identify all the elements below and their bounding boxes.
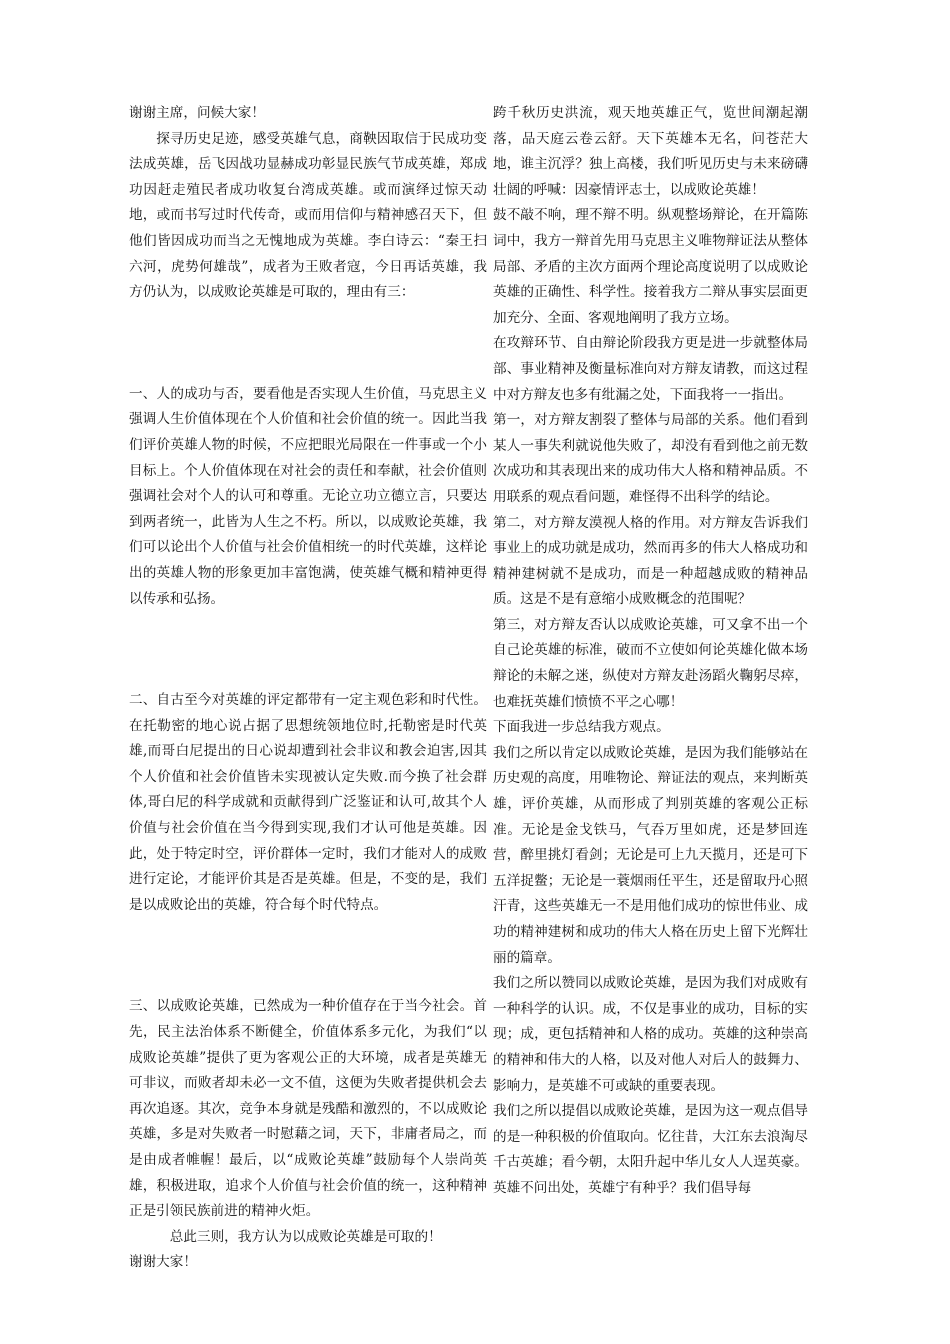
rebuttal-two: 第二，对方辩友漠视人格的作用。对方辩友告诉我们事业上的成功就是成功，然而再多的伟大人格成功和精神建树就不是成功，而是一种超越成败的精神品质。这是不是有意缩小成败概念的范围呢？ — [493, 514, 808, 608]
point-three: 三、以成败论英雄，已然成为一种价值存在于当今社会。首先，民主法治体系不断健全，价值体系多元化，为我们“以成败论英雄”提供了更为客观公正的大环境，成者是英雄无可非议，而败者却未必一文不值，这便为失败者提供机会去再次追逐。其次，竞争本身就是残酷和激烈的，不以成败论英雄，多是对失败者一时慰藉之词，天下，非庸者局之，而是由成者帷幄！最后，以“成败论英雄”鼓励每个人崇尚英雄，积极进取，追求个人价值与社会价值的统一，这种精神正是引领民族前进的精神火炬。 — [129, 998, 487, 1220]
spacer — [129, 612, 487, 688]
intro-paragraph: 探寻历史足迹，感受英雄气息，商鞅因取信于民成功变法成英雄，岳飞因战功显赫成功彰显民族气节成英雄，郑成功因赶走殖民者成功收复台湾成英雄。或而演绎过惊天动地，或而书写过时代传奇，或而用信仰与精神感召天下，但他们皆因成功而当之无愧地成为英雄。李白诗云：“秦王扫六河，虎势何雄哉”，成者为王败者寇，今日再话英雄，我方仍认为，以成败论英雄是可取的，理由有三： — [129, 130, 487, 301]
point-one: 一、人的成功与否，要看他是否实现人生价值，马克思主义强调人生价值体现在个人价值和社会价值的统一。因此当我们评价英雄人物的时候，不应把眼光局限在一件事或一个小目标上。个人价值体现在对社会的责任和奉献，社会价值则强调社会对个人的认可和尊重。无论立功立德立言，只要达到两者统一，此皆为人生之不朽。所以，以成败论英雄，我们可以论出个人价值与社会价值相统一的时代英雄，这样论出的英雄人物的形象更加丰富饱满，使英雄气概和精神更得以传承和弘扬。 — [129, 385, 487, 607]
spacer — [129, 918, 487, 994]
rebuttal-one: 第一，对方辩友割裂了整体与局部的关系。他们看到某人一事失利就说他失败了，却没有看到他之前无数次成功和其表现出来的成功伟大人格和精神品质。不用联系的观点看问题，难怪得不出科学的结论。 — [493, 412, 808, 505]
greeting: 谢谢主席，问候大家！ — [129, 105, 265, 121]
right-column — [493, 101, 808, 1202]
affirm-paragraph: 我们之所以肯定以成败论英雄，是因为我们能够站在历史观的高度，用唯物论、辩证法的观点，来判断英雄，评价英雄，从而形成了判别英雄的客观公正标准。无论是金戈铁马，气吞万里如虎，还是梦回连营，醉里挑灯看剑；无论是可上九天揽月，还是可下五洋捉鳖；无论是一蓑烟雨任平生，还是留取丹心照汗青，这些英雄无一不是用他们成功的惊世伟业、成功的精神建树和成功的伟大人格在历史上留下光辉壮丽的篇章。 — [493, 744, 808, 966]
spacer — [129, 306, 487, 382]
rebuttal-three: 第三，对方辩友否认以成败论英雄，可又拿不出一个自己论英雄的标准，破而不立使如何论英雄化做本场辩论的未解之迷，纵使对方辩友赴汤蹈火鞠躬尽瘁，也难抚英雄们愤愤不平之心哪！ — [493, 616, 808, 710]
closing-opening: 跨千秋历史洪流，观天地英雄正气，览世间潮起潮落，品天庭云卷云舒。天下英雄本无名，问苍茫大地，谁主沉浮？独上高楼，我们听见历史与未来磅礴壮阔的呼喊：因豪情评志士，以成败论英雄！ — [493, 105, 808, 198]
summary: 总此三则，我方认为以成败论英雄是可取的！ — [169, 1228, 442, 1245]
closing-debate-stage: 在攻辩环节、自由辩论阶段我方更是进一步就整体局部、事业精神及衡量标准向对方辩友请教，而这过程中对方辩友也多有纰漏之处，下面我将一一指出。 — [493, 335, 808, 403]
thanks: 谢谢大家！ — [129, 1254, 197, 1271]
advocate-paragraph: 我们之所以提倡以成败论英雄，是因为这一观点倡导的是一种积极的价值取向。忆往昔，大江东去浪淘尽千古英雄；看今朝，太阳升起中华儿女人人逞英豪。英雄不问出处，英雄宁有种乎？我们倡导每 — [493, 1103, 808, 1196]
agree-paragraph: 我们之所以赞同以成败论英雄，是因为我们对成败有一种科学的认识。成，不仅是事业的成功，目标的实现；成，更包括精神和人格的成功。英雄的这种崇高的精神和伟大的人格，以及对他人对后人的鼓舞力、影响力，是英雄不可或缺的重要表现。 — [493, 975, 808, 1094]
closing-review: 鼓不敲不响，理不辩不明。纵观整场辩论，在开篇陈词中，我方一辩首先用马克思主义唯物辩证法从整体局部、矛盾的主次方面两个理论高度说明了以成败论英雄的正确性、科学性。接着我方二辩从事实层面更加充分、全面、客观地阐明了我方立场。 — [493, 207, 808, 326]
point-two: 二、自古至今对英雄的评定都带有一定主观色彩和时代性。在托勒密的地心说占据了思想统领地位时,托勒密是时代英雄,而哥白尼提出的日心说却遭到社会非议和教会迫害,因其个人价值和社会价值皆未实现被认定失败.而今换了社会群体,哥白尼的科学成就和贡献得到广泛鉴证和认可,故其个人价值与社会价值在当今得到实现,我们才认可他是英雄。因此，处于特定时空，评价群体一定时，我们才能对人的成败进行定论，才能评价其是否是英雄。但是，不变的是，我们是以成败论出的英雄，符合每个时代特点。 — [129, 692, 487, 913]
left-column — [129, 101, 487, 1276]
summary-lead: 下面我进一步总结我方观点。 — [493, 719, 670, 736]
